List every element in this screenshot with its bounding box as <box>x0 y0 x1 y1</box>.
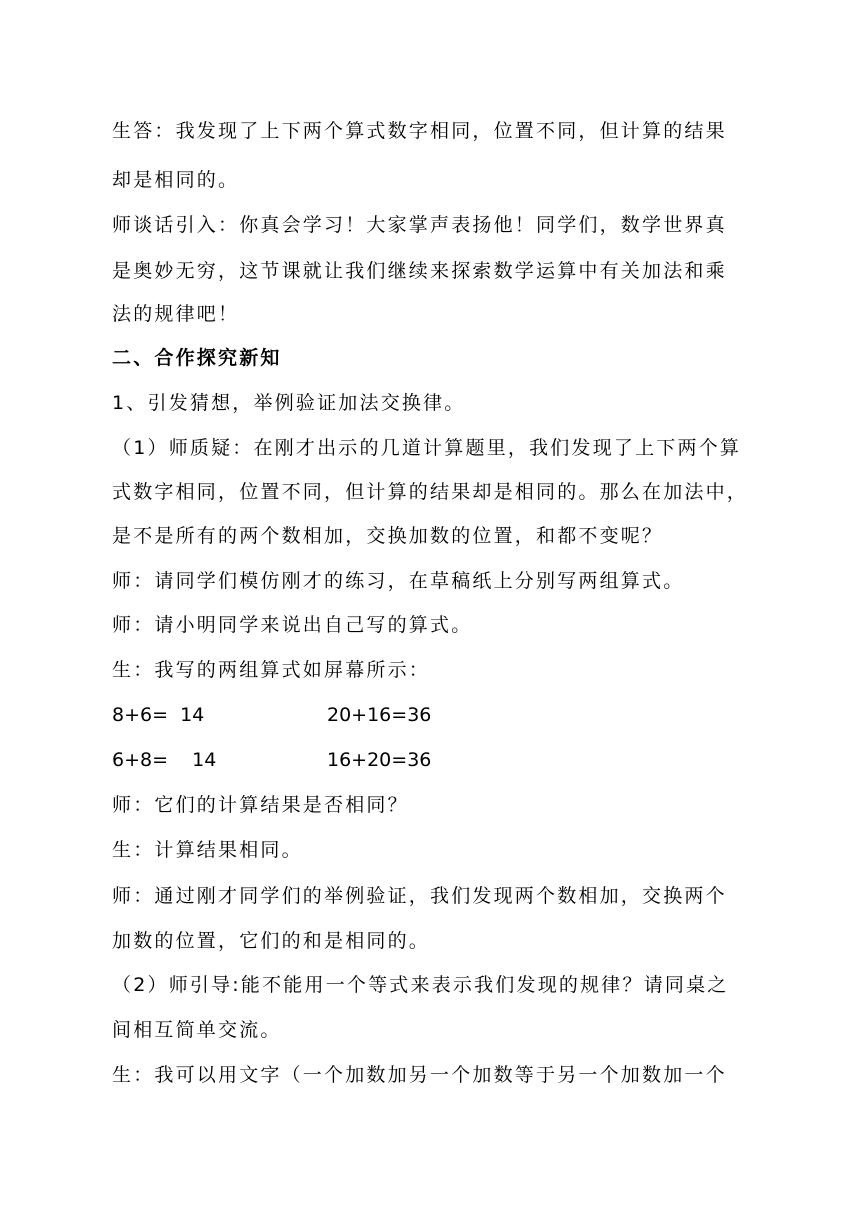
paragraph-line: 师谈话引入：你真会学习！大家掌声表扬他！同学们，数学世界真 <box>112 214 727 236</box>
paragraph-line: 生答：我发现了上下两个算式数字相同，位置不同，但计算的结果 <box>112 120 727 142</box>
paragraph-line: （2）师引导:能不能用一个等式来表示我们发现的规律？请同桌之 <box>112 974 729 996</box>
paragraph-line: 师：请同学们模仿刚才的练习，在草稿纸上分别写两组算式。 <box>112 570 685 592</box>
equation: 20+16=36 <box>327 704 432 726</box>
subsection-title: 1、引发猜想，举例验证加法交换律。 <box>112 392 466 414</box>
equation-row <box>112 740 772 780</box>
paragraph-line: 师：通过刚才同学们的举例验证，我们发现两个数相加，交换两个 <box>112 885 727 907</box>
paragraph-line: 生：我写的两组算式如屏幕所示： <box>112 659 431 681</box>
paragraph-line: 法的规律吧！ <box>112 303 240 325</box>
paragraph-line: 却是相同的。 <box>112 169 240 191</box>
paragraph-line: 生：我可以用文字（一个加数加另一个加数等于另一个加数加一个 <box>112 1064 727 1086</box>
paragraph-line: 生：计算结果相同。 <box>112 839 303 861</box>
paragraph-line: 间相互简单交流。 <box>112 1019 282 1041</box>
paragraph-line: 式数字相同，位置不同，但计算的结果却是相同的。那么在加法中， <box>112 481 749 503</box>
paragraph-line: 师：请小明同学来说出自己写的算式。 <box>112 614 473 636</box>
equation: 16+20=36 <box>327 749 432 771</box>
paragraph-line: 师：它们的计算结果是否相同？ <box>112 794 409 816</box>
equation: 6+8= 14 <box>112 749 217 771</box>
equation: 8+6= 14 <box>112 704 205 726</box>
paragraph-line: 是不是所有的两个数相加，交换加数的位置，和都不变呢？ <box>112 525 664 547</box>
equation-row <box>112 695 772 735</box>
paragraph-line: 是奥妙无穷，这节课就让我们继续来探索数学运算中有关加法和乘 <box>112 260 727 282</box>
section-heading: 二、合作探究新知 <box>112 347 282 369</box>
paragraph-line: 加数的位置，它们的和是相同的。 <box>112 930 431 952</box>
paragraph-line: （1）师质疑：在刚才出示的几道计算题里，我们发现了上下两个算 <box>112 437 742 459</box>
